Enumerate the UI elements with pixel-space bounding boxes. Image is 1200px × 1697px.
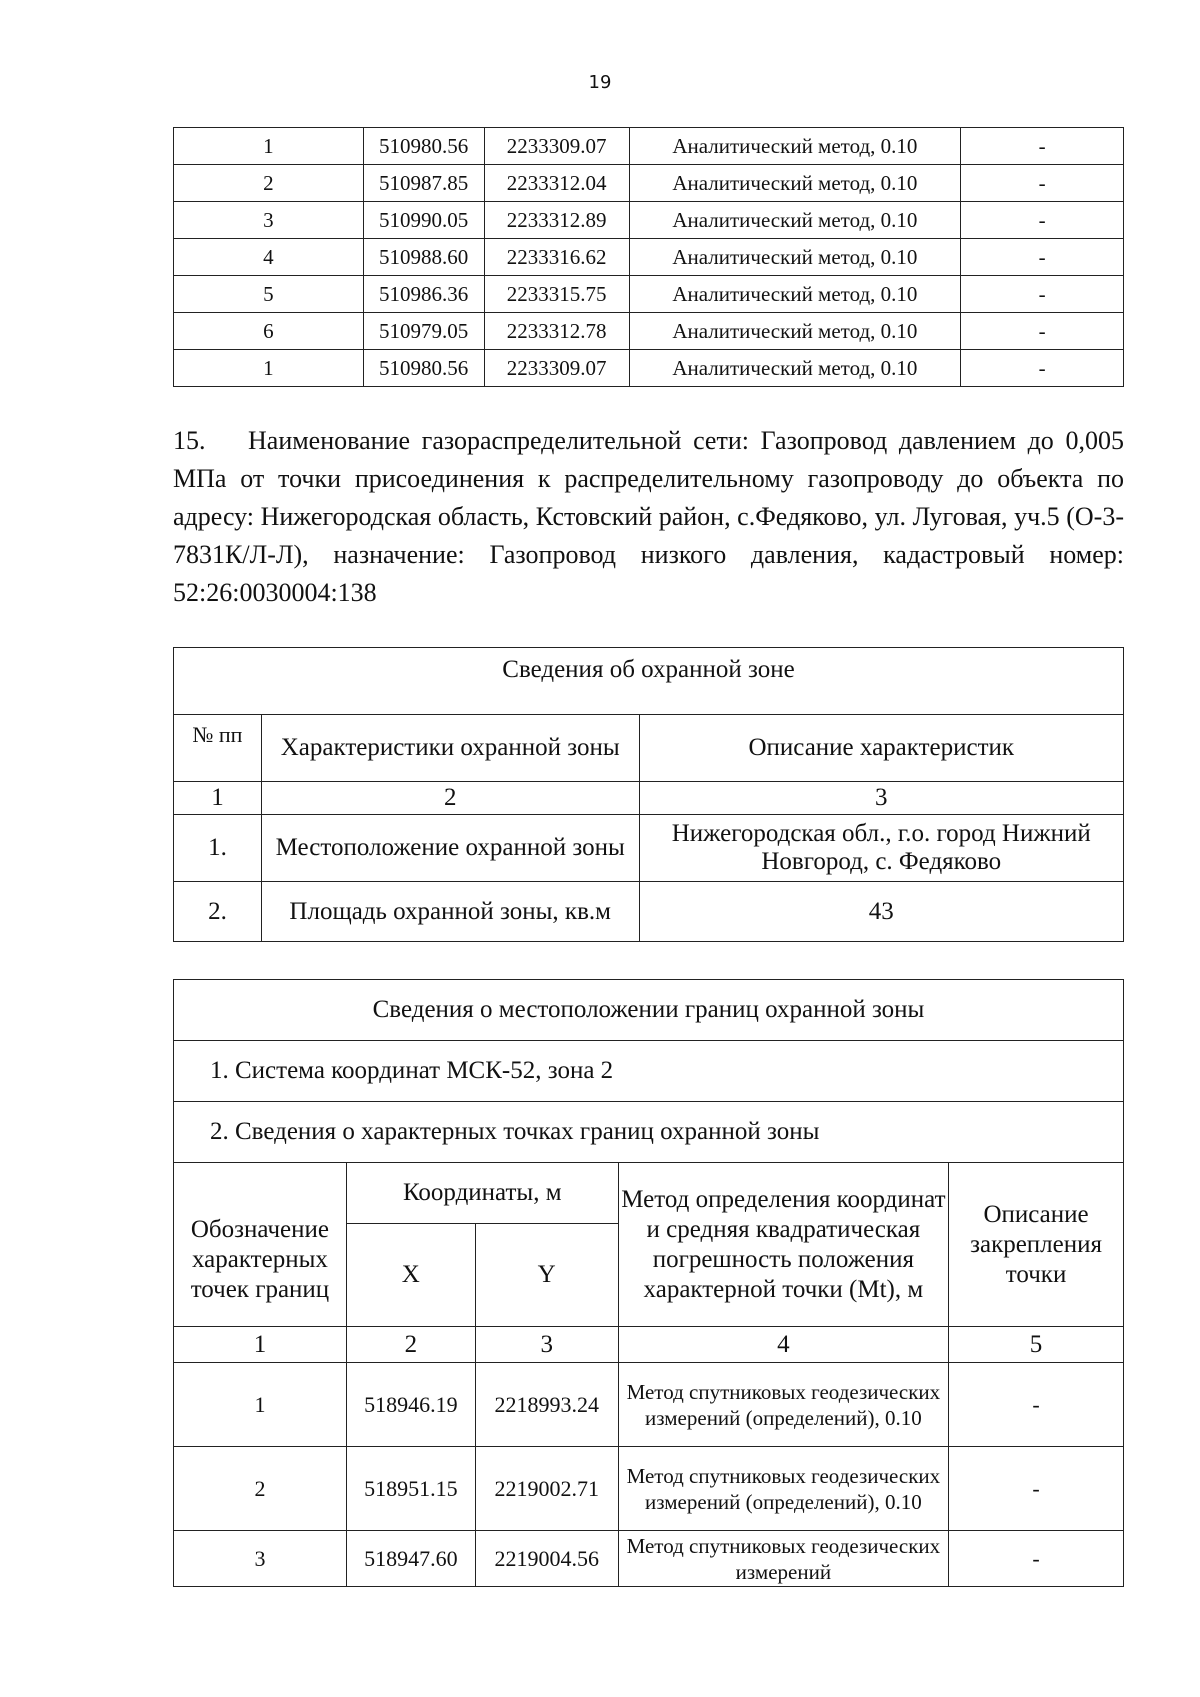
- table-row: [174, 202, 1124, 239]
- point-x: 518951.15: [346, 1447, 475, 1531]
- zone-row-description: 43: [639, 882, 1123, 942]
- zone-header-number: № пп: [174, 715, 262, 782]
- header-method: Метод определения координат и средняя квадратическая погрешность положения характерной точки (Mt), м: [618, 1163, 948, 1327]
- boundary-col-number: 3: [475, 1327, 618, 1363]
- zone-col-number: 1: [174, 782, 262, 815]
- point-method: Метод спутниковых геодезических измерений (определений), 0.10: [618, 1363, 948, 1447]
- point-method: Аналитический метод, 0.10: [629, 128, 961, 165]
- point-method: Аналитический метод, 0.10: [629, 350, 961, 387]
- zone-row-number: 2.: [174, 882, 262, 942]
- page-number: 19: [588, 72, 612, 93]
- table-row: [174, 128, 1124, 165]
- point-x: 510988.60: [363, 239, 484, 276]
- point-id: 1: [174, 1363, 347, 1447]
- zone-col-number: 2: [261, 782, 639, 815]
- point-description: -: [961, 276, 1124, 313]
- point-x: 510987.85: [363, 165, 484, 202]
- point-x: 510980.56: [363, 350, 484, 387]
- boundary-col-number: 1: [174, 1327, 347, 1363]
- point-description: -: [961, 202, 1124, 239]
- point-x: 510979.05: [363, 313, 484, 350]
- section-text: Наименование газораспределительной сети: Газопровод давлением до 0,005 МПа от точки присоединения к распределительному газопроводу до объекта по адресу: Нижегородская область, Кстовский район, с.Федяково, ул. Луговая, уч.5 (О-3-7831К/Л-Л), назначение: Газопровод низкого давления, кадастровый номер: 52:26:0030004:138: [173, 426, 1124, 607]
- table-row: [174, 276, 1124, 313]
- point-id: 2: [174, 1447, 347, 1531]
- point-description: -: [961, 313, 1124, 350]
- boundary-table-title: Сведения о местоположении границ охранной зоны: [174, 980, 1124, 1041]
- header-x: X: [346, 1224, 475, 1327]
- point-x: 510986.36: [363, 276, 484, 313]
- point-description: -: [961, 239, 1124, 276]
- section-number: 15.: [173, 426, 206, 455]
- table-row: [174, 239, 1124, 276]
- table-row: [174, 165, 1124, 202]
- point-id: 1: [174, 128, 364, 165]
- point-id: 5: [174, 276, 364, 313]
- protection-zone-table: [173, 647, 1124, 942]
- zone-row-description: Нижегородская обл., г.о. город Нижний Новгород, с. Федяково: [639, 815, 1123, 882]
- point-method: Аналитический метод, 0.10: [629, 276, 961, 313]
- point-y: 2233312.89: [484, 202, 629, 239]
- header-designation: Обозначение характерных точек границ: [174, 1163, 347, 1327]
- coordinate-system: 1. Система координат МСК-52, зона 2: [174, 1041, 1124, 1102]
- point-id: 4: [174, 239, 364, 276]
- zone-col-number: 3: [639, 782, 1123, 815]
- points-title: 2. Сведения о характерных точках границ охранной зоны: [174, 1102, 1124, 1163]
- point-y: 2218993.24: [475, 1363, 618, 1447]
- coordinates-table: [173, 127, 1124, 387]
- boundary-col-number: 2: [346, 1327, 475, 1363]
- point-description: -: [961, 165, 1124, 202]
- zone-row-number: 1.: [174, 815, 262, 882]
- point-id: 3: [174, 202, 364, 239]
- point-description: -: [949, 1363, 1124, 1447]
- point-id: 1: [174, 350, 364, 387]
- table-row: [174, 313, 1124, 350]
- point-y: 2219002.71: [475, 1447, 618, 1531]
- point-method: Аналитический метод, 0.10: [629, 202, 961, 239]
- point-id: 2: [174, 165, 364, 202]
- section-15-paragraph: [173, 422, 1124, 612]
- point-method: Аналитический метод, 0.10: [629, 239, 961, 276]
- point-x: 510990.05: [363, 202, 484, 239]
- point-x: 510980.56: [363, 128, 484, 165]
- zone-header-characteristic: Характеристики охранной зоны: [261, 715, 639, 782]
- point-x: 518947.60: [346, 1531, 475, 1587]
- zone-table-title: Сведения об охранной зоне: [174, 648, 1124, 715]
- boundary-col-number: 5: [949, 1327, 1124, 1363]
- point-y: 2219004.56: [475, 1531, 618, 1587]
- point-method: Аналитический метод, 0.10: [629, 313, 961, 350]
- header-coordinates: Координаты, м: [346, 1163, 618, 1224]
- zone-row-characteristic: Площадь охранной зоны, кв.м: [261, 882, 639, 942]
- point-y: 2233309.07: [484, 128, 629, 165]
- point-y: 2233312.78: [484, 313, 629, 350]
- header-description: Описание закрепления точки: [949, 1163, 1124, 1327]
- table-row: [174, 350, 1124, 387]
- point-id: 3: [174, 1531, 347, 1587]
- zone-row-characteristic: Местоположение охранной зоны: [261, 815, 639, 882]
- point-method: Метод спутниковых геодезических измерений (определений), 0.10: [618, 1447, 948, 1531]
- point-method: Метод спутниковых геодезических измерений: [618, 1531, 948, 1587]
- point-description: -: [961, 128, 1124, 165]
- point-description: -: [949, 1531, 1124, 1587]
- point-id: 6: [174, 313, 364, 350]
- point-y: 2233315.75: [484, 276, 629, 313]
- point-description: -: [961, 350, 1124, 387]
- boundary-points-table: [173, 979, 1124, 1587]
- point-y: 2233309.07: [484, 350, 629, 387]
- header-y: Y: [475, 1224, 618, 1327]
- boundary-col-number: 4: [618, 1327, 948, 1363]
- point-y: 2233316.62: [484, 239, 629, 276]
- point-x: 518946.19: [346, 1363, 475, 1447]
- point-y: 2233312.04: [484, 165, 629, 202]
- zone-header-description: Описание характеристик: [639, 715, 1123, 782]
- point-description: -: [949, 1447, 1124, 1531]
- point-method: Аналитический метод, 0.10: [629, 165, 961, 202]
